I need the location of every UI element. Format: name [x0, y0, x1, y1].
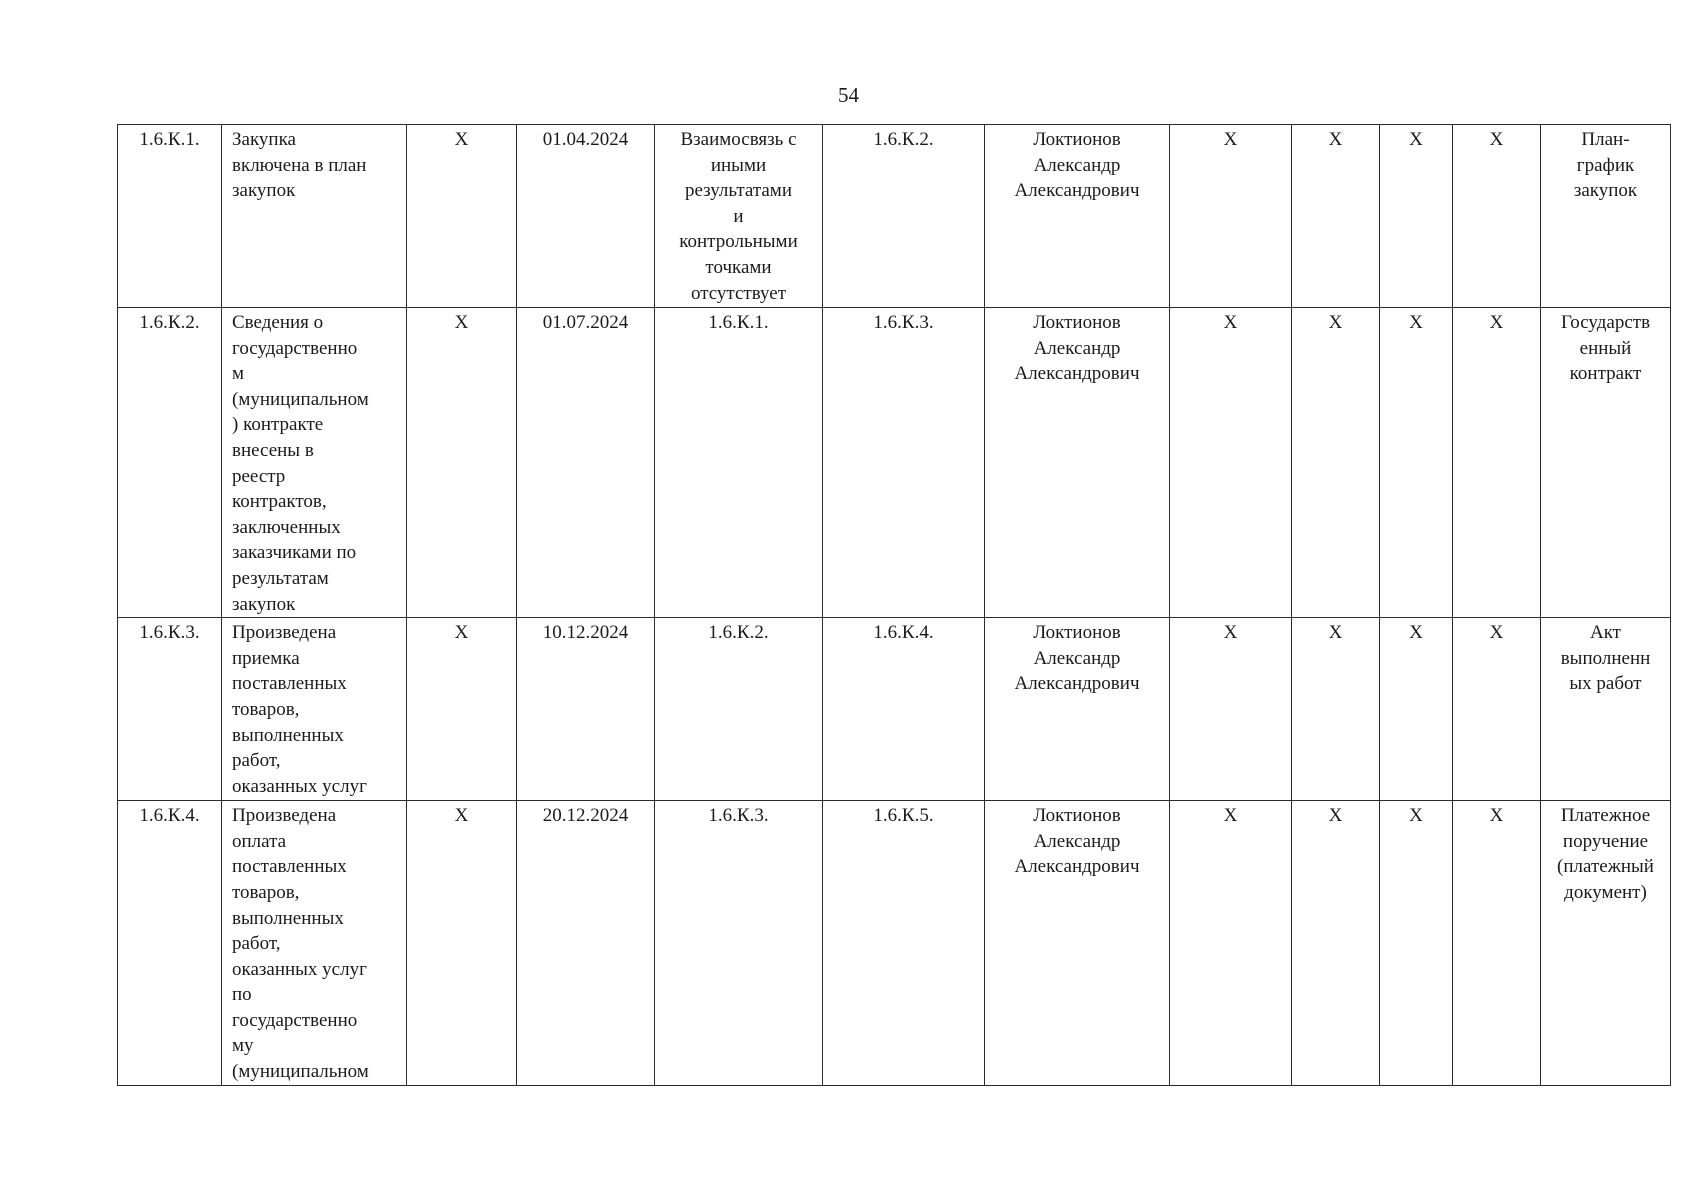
table-row	[118, 308, 1671, 618]
not-applicable-cell: X	[1292, 801, 1380, 1086]
not-applicable-cell: X	[1292, 125, 1380, 308]
table-row	[118, 618, 1671, 801]
control-point-code: 1.6.К.3.	[118, 618, 222, 801]
control-points-table	[117, 124, 1671, 1086]
successor-point: 1.6.К.2.	[823, 125, 985, 308]
responsible-person: Локтионов Александр Александрович	[985, 308, 1170, 618]
control-point-description: Произведена оплата поставленных товаров, выполненных работ, оказанных услуг по государственно му (муниципальном	[222, 801, 407, 1086]
control-point-description: Закупка включена в план закупок	[222, 125, 407, 308]
not-applicable-cell: X	[1170, 125, 1292, 308]
not-applicable-cell: X	[1453, 618, 1541, 801]
predecessor-point: 1.6.К.1.	[655, 308, 823, 618]
not-applicable-cell: X	[407, 801, 517, 1086]
due-date: 20.12.2024	[517, 801, 655, 1086]
not-applicable-cell: X	[1380, 308, 1453, 618]
responsible-person: Локтионов Александр Александрович	[985, 125, 1170, 308]
not-applicable-cell: X	[1292, 618, 1380, 801]
not-applicable-cell: X	[1292, 308, 1380, 618]
responsible-person: Локтионов Александр Александрович	[985, 618, 1170, 801]
due-date: 10.12.2024	[517, 618, 655, 801]
control-point-description: Произведена приемка поставленных товаров, выполненных работ, оказанных услуг	[222, 618, 407, 801]
not-applicable-cell: X	[407, 125, 517, 308]
confirming-document: Платежное поручение (платежный документ)	[1541, 801, 1671, 1086]
control-point-code: 1.6.К.4.	[118, 801, 222, 1086]
control-point-code: 1.6.К.1.	[118, 125, 222, 308]
not-applicable-cell: X	[1170, 618, 1292, 801]
not-applicable-cell: X	[1453, 801, 1541, 1086]
not-applicable-cell: X	[1170, 308, 1292, 618]
predecessor-point: 1.6.К.2.	[655, 618, 823, 801]
successor-point: 1.6.К.5.	[823, 801, 985, 1086]
due-date: 01.04.2024	[517, 125, 655, 308]
confirming-document: Государств енный контракт	[1541, 308, 1671, 618]
not-applicable-cell: X	[1380, 618, 1453, 801]
not-applicable-cell: X	[407, 618, 517, 801]
not-applicable-cell: X	[1453, 308, 1541, 618]
responsible-person: Локтионов Александр Александрович	[985, 801, 1170, 1086]
not-applicable-cell: X	[1453, 125, 1541, 308]
not-applicable-cell: X	[407, 308, 517, 618]
not-applicable-cell: X	[1170, 801, 1292, 1086]
successor-point: 1.6.К.3.	[823, 308, 985, 618]
predecessor-point: Взаимосвязь с иными результатами и контрольными точками отсутствует	[655, 125, 823, 308]
page-number: 54	[838, 83, 859, 107]
confirming-document: План- график закупок	[1541, 125, 1671, 308]
successor-point: 1.6.К.4.	[823, 618, 985, 801]
predecessor-point: 1.6.К.3.	[655, 801, 823, 1086]
table-row	[118, 801, 1671, 1086]
due-date: 01.07.2024	[517, 308, 655, 618]
table-row	[118, 125, 1671, 308]
control-point-description: Сведения о государственно м (муниципальном ) контракте внесены в реестр контрактов, заключенных заказчиками по результатам закупок	[222, 308, 407, 618]
not-applicable-cell: X	[1380, 125, 1453, 308]
control-point-code: 1.6.К.2.	[118, 308, 222, 618]
confirming-document: Акт выполненн ых работ	[1541, 618, 1671, 801]
not-applicable-cell: X	[1380, 801, 1453, 1086]
